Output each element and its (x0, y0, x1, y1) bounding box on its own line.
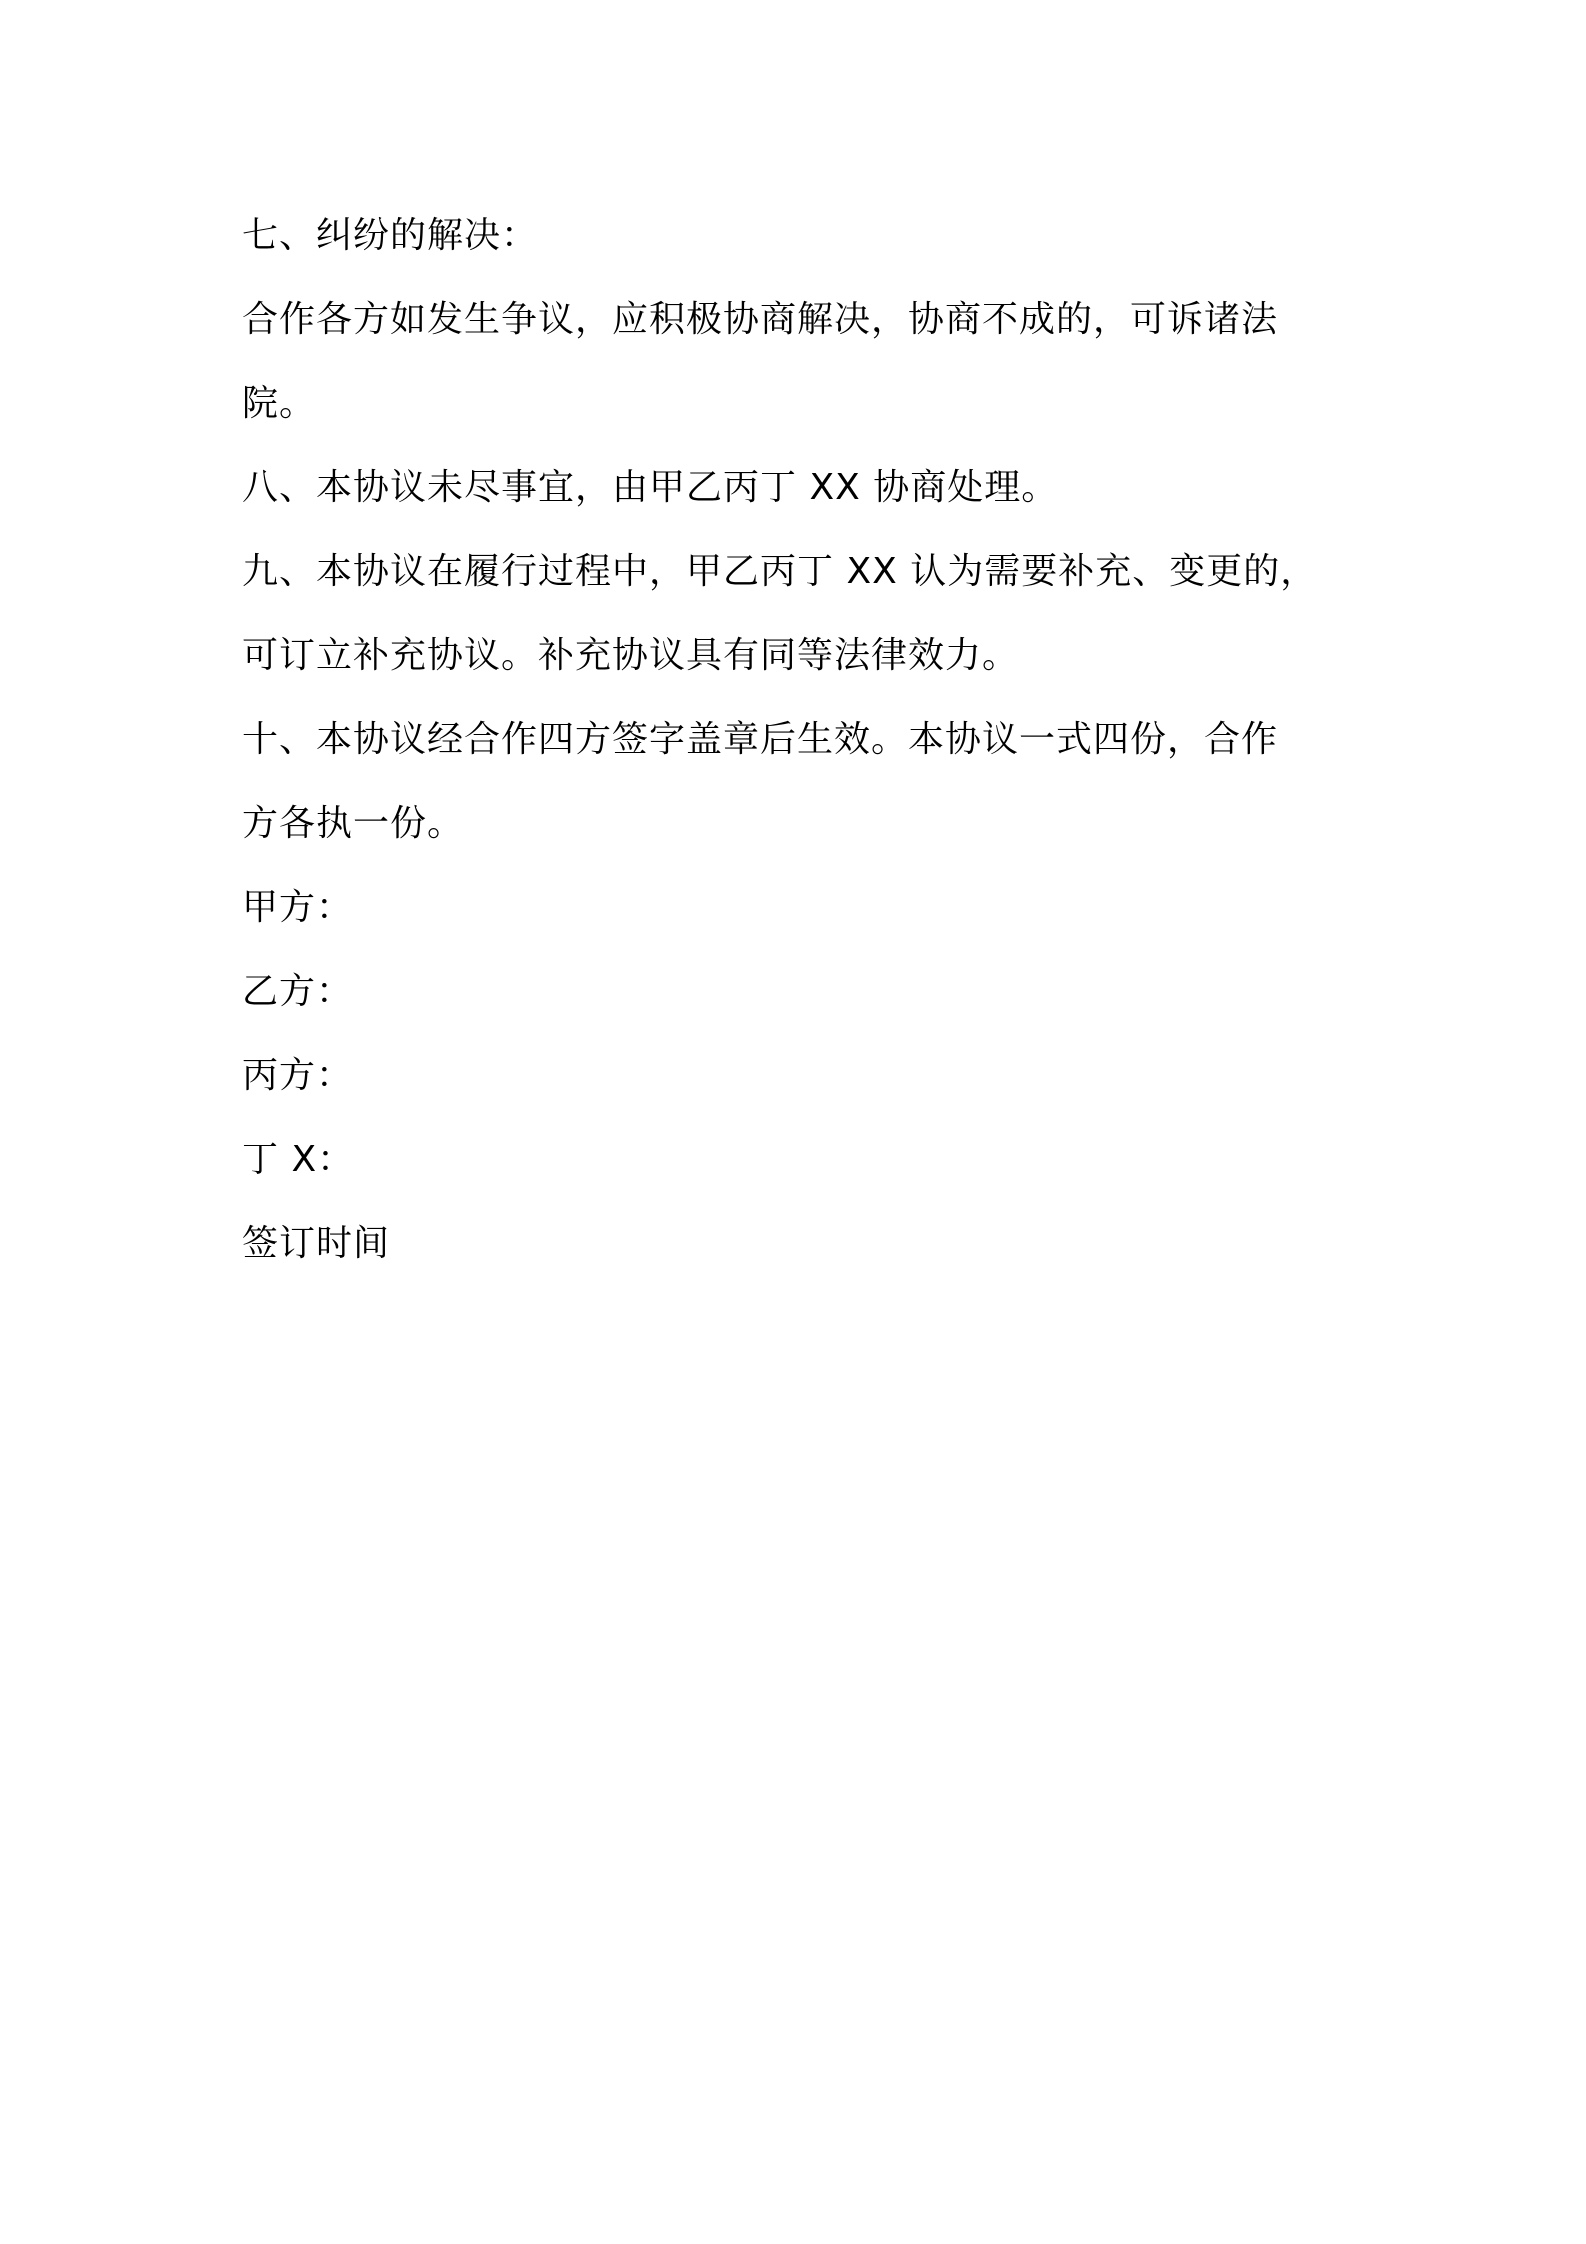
section-heading-dispute-resolution: 七、纠纷的解决： (242, 215, 539, 256)
clause-eight: 八、本协议未尽事宜，由甲乙丙丁 XX 协商处理。 (242, 467, 1059, 508)
paragraph-text: 合作各方如发生争议，应积极协商解决，协商不成的，可诉诸法 (242, 299, 1279, 340)
paragraph-text: 可订立补充协议。补充协议具有同等法律效力。 (242, 635, 1020, 676)
paragraph-text: 院。 (242, 383, 317, 424)
paragraph-text: 方各执一份。 (242, 803, 465, 844)
signature-party-c: 丙方： (242, 1055, 354, 1096)
signature-party-d: 丁 X： (242, 1139, 355, 1180)
signing-date-label: 签订时间 (242, 1223, 391, 1264)
document-page (242, 194, 1352, 1286)
clause-nine: 九、本协议在履行过程中，甲乙丙丁 XX 认为需要补充、变更的， (242, 551, 1318, 592)
clause-ten: 十、本协议经合作四方签字盖章后生效。本协议一式四份，合作 (242, 719, 1279, 760)
signature-party-b: 乙方： (242, 971, 354, 1012)
signature-party-a: 甲方： (242, 887, 354, 928)
